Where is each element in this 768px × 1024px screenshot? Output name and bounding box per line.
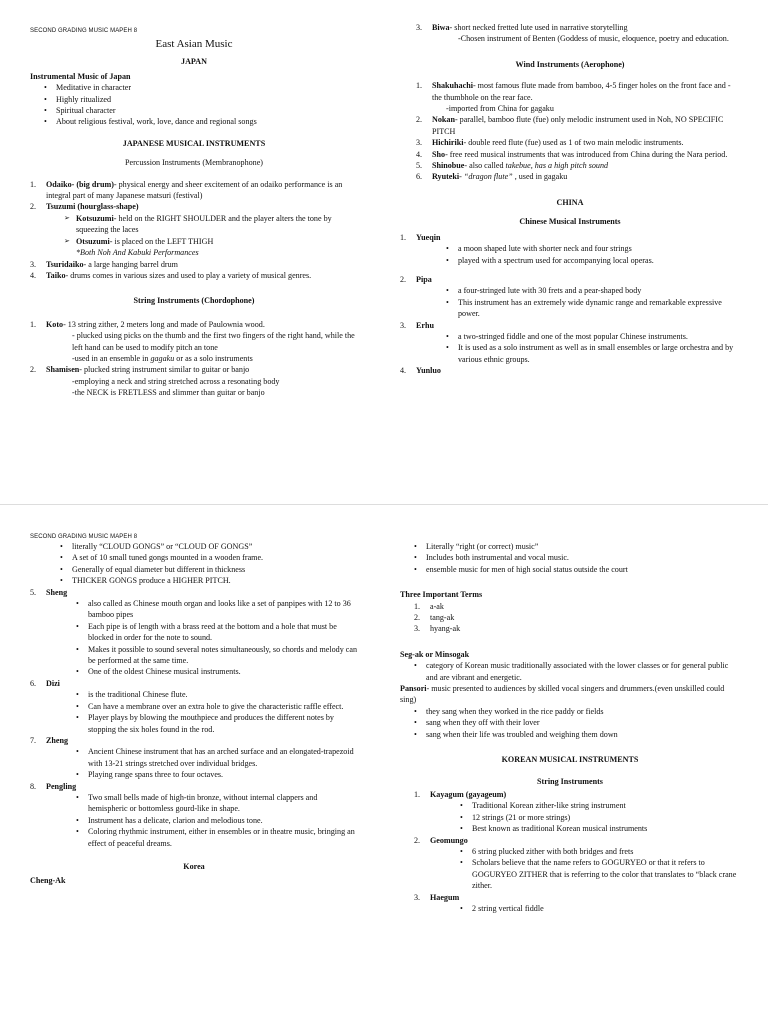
list-item: 2. Pipa • a four-stringed lute with 30 frets and a pear-shaped body • This instrument has an extremely wide dynamic range and remarkable expressive power.: [400, 274, 740, 320]
list-item: • a two-stringed fiddle and one of the most popular Chinese instruments.: [458, 331, 740, 342]
instrument-name: Kayagum (gayageum): [430, 789, 507, 799]
list-item: • Includes both instrumental and vocal music.: [426, 552, 740, 563]
instrument-name: Dizi: [46, 678, 60, 688]
list-item: 7. Zheng • Ancient Chinese instrument that has an arched surface and an elongated-trapezoid with 13-21 strings stretched over individual bridges. • Playing range spans three to four octaves.: [30, 735, 358, 781]
instrument-name: Pipa: [416, 274, 432, 284]
list-item: • About religious festival, work, love, dance and regional songs: [56, 116, 358, 127]
instrument-name: Tsuzumi (hourglass-shape): [46, 202, 139, 212]
japanese-instruments-heading: JAPANESE MUSICAL INSTRUMENTS: [122, 138, 266, 148]
list-item: • they sang when they worked in the rice paddy or fields: [426, 706, 740, 717]
page2-left-column: [30, 541, 358, 887]
list-item: • A set of 10 small tuned gongs mounted in a wooden frame.: [72, 552, 358, 563]
list-item: 2. Shamisen- plucked string instrument similar to guitar or banjo -employing a neck and string stretched across a resonating body -the NECK is FRETLESS and slimmer than guitar or banjo: [30, 365, 280, 398]
page-1: [0, 22, 768, 512]
list-item: • a moon shaped lute with shorter neck and four strings: [458, 243, 740, 254]
list-item: • It is used as a solo instrument as well as in small ensembles or large orchestra and by various ethnic groups.: [458, 342, 740, 365]
list-item: • ensemble music for men of high social status outside the court: [426, 564, 740, 575]
seg-ak-heading: Seg-ak or Minsogak: [400, 649, 470, 659]
instrument-name: Hichiriki: [432, 138, 464, 148]
instrument-name: Koto: [46, 319, 64, 329]
terms-list: [400, 601, 740, 635]
page1-left-column: [30, 22, 358, 399]
list-item: 2. Geomungo • 6 string plucked zither with both bridges and frets • Scholars believe that the name refers to GOGURYEO or that it refers to GOGURYEO ZITHER that is referring to the color that translates to “black crane zither.: [414, 835, 740, 892]
list-item: 6. Ryuteki- “dragon flute” , used in gagaku: [416, 172, 568, 182]
instrument-name: Odaiko- (big drum): [46, 179, 114, 189]
list-item: • sang when their life was troubled and weighing them down: [426, 729, 740, 740]
page1-right-column: [400, 22, 740, 377]
list-item: • Instrument has a delicate, clarion and melodious tone.: [88, 815, 358, 826]
list-item: • Spiritual character: [56, 105, 358, 116]
yunluo-points: [30, 541, 358, 587]
wind-instruments-heading: Wind Instruments (Aerophone): [515, 59, 625, 69]
country-heading-japan: JAPAN: [181, 57, 207, 67]
list-item: • Generally of equal diameter but different in thickness: [72, 564, 358, 575]
list-item: 2. Nokan- parallel, bamboo flute (fue) only melodic instrument used in Noh, NO SPECIFIC PITCH: [416, 115, 724, 136]
document-title: East Asian Music: [155, 38, 233, 50]
list-item: • Scholars believe that the name refers to GOGURYEO or that it refers to GOGURYEO ZITHER that is referring to the color that translates to “black crane zither.: [472, 857, 740, 891]
string-list-continued: [400, 22, 740, 45]
list-item: • Makes it possible to sound several notes simultaneously, so chords and melody can be performed at the same time.: [88, 644, 358, 667]
list-item: • Literally “right (or correct) music”: [426, 541, 740, 552]
pansori-definition: Pansori- music presented to audiences by skilled vocal singers and drummers.(even unskilled could sing): [400, 684, 725, 705]
percussion-heading: Percussion Instruments (Membranophone): [124, 158, 264, 168]
list-item: 3. hyang-ak: [414, 624, 461, 634]
list-item: 1. Yueqin • a moon shaped lute with shorter neck and four strings • played with a spectrum used for accompanying local operas.: [400, 232, 740, 274]
list-item: • 2 string vertical fiddle: [472, 903, 740, 914]
list-item: • One of the oldest Chinese musical instruments.: [88, 666, 358, 677]
list-item: • category of Korean music traditionally associated with the lower classes or for general public and are vibrant and energetic.: [426, 660, 740, 683]
country-heading-korea: Korea: [183, 861, 205, 871]
page-2: [0, 528, 768, 1018]
japan-music-traits: [30, 82, 358, 128]
instrument-name: Sheng: [46, 587, 68, 597]
list-item: 4. Sho- free reed musical instruments that was introduced from China during the Nara period.: [416, 149, 728, 159]
list-item: • Ancient Chinese instrument that has an arched surface and an elongated-trapezoid with 13-21 strings stretched over individual bridges.: [88, 746, 358, 769]
instrument-name: Pengling: [46, 781, 77, 791]
chinese-list: [400, 232, 740, 377]
list-item: 5. Sheng • also called as Chinese mouth organ and looks like a set of panpipes with 12 to 36 bamboo pipes • Each pipe is of length with a brass reed at the bottom and a hole that must be blocked in order for the note to sound. • Makes it possible to sound several notes simultaneously, so chords and melody can be performed at the same time. • One of the oldest Chinese musical instruments.: [30, 587, 358, 678]
list-item: 4. Yunluo: [400, 366, 441, 376]
korean-string-list: [400, 789, 740, 914]
list-item: 2. tang-ak: [414, 613, 455, 623]
instrument-name: Shamisen: [46, 365, 80, 375]
instrument-name: Erhu: [416, 320, 434, 330]
list-item: 1. a-ak: [414, 601, 444, 611]
list-item: • Two small bells made of high-tin bronze, without internal clappers and hemispheric or bottomless gourd-like in shape.: [88, 792, 358, 815]
list-item: 3. Tsuridaiko- a large hanging barrel drum: [30, 259, 178, 269]
list-item: • Best known as traditional Korean musical instruments: [472, 823, 740, 834]
seg-ak-points: [400, 660, 740, 683]
tsuzumi-types: [46, 213, 358, 259]
list-item: 1. Shakuhachi- most famous flute made from bamboo, 4-5 finger holes on the front face and -the thumbhole on the rear face. -imported from China for gagaku: [416, 81, 731, 114]
list-item: 1. Koto- 13 string zither, 2 meters long and made of Paulownia wood. - plucked using picks on the thumb and the first two fingers of the right hand, while the left hand can be used to modify pitch an tone -used in an ensemble in gagaku or as a solo instruments: [30, 319, 355, 363]
list-item: 5. Shinobue- also called takebue, has a high pitch sound: [416, 161, 609, 171]
list-item: 1. Kayagum (gayageum) • Traditional Korean zither-like string instrument • 12 strings (21 or more strings) • Best known as traditional Korean musical instruments: [414, 789, 740, 835]
chinese-list-continued: [30, 587, 358, 849]
list-item: 3. Hichiriki- double reed flute (fue) used as 1 of two main melodic instruments.: [416, 138, 684, 148]
cheng-ak-points: [400, 541, 740, 575]
instrument-name: Yueqin: [416, 232, 441, 242]
percussion-list: [30, 179, 358, 282]
list-item: 3. Erhu • a two-stringed fiddle and one of the most popular Chinese instruments. • It is used as a solo instrument as well as in small ensembles or large orchestra and by various ethnic groups.: [400, 320, 740, 366]
instrument-name: Ryuteki: [432, 172, 460, 182]
list-item: • Meditative in character: [56, 82, 358, 93]
instrument-name: Taiko: [46, 270, 66, 280]
instrument-name: Geomungo: [430, 835, 468, 845]
string-list: [30, 319, 358, 399]
country-heading-china: CHINA: [556, 197, 584, 207]
list-item: • Player plays by blowing the mouthpiece and produces the different notes by stopping the six holes found in the rod.: [88, 712, 358, 735]
list-item: 6. Dizi • is the traditional Chinese flute. • Can have a membrane over an extra hole to give the characteristic raffle effect. • Player plays by blowing the mouthpiece and produces the different notes by stopping the six holes found in the rod.: [30, 678, 358, 735]
instrument-name: Sho: [432, 149, 446, 159]
list-item: • a four-stringed lute with 30 frets and a pear-shaped body: [458, 285, 740, 296]
list-item: 2. Tsuzumi (hourglass-shape) ➢ Kotsuzumi- held on the RIGHT SHOULDER and the player alters the tone by squeezing the laces ➢ Otsuzumi- is placed on the LEFT THIGH *Both Noh And Kabuki Performances: [30, 201, 358, 258]
list-item: • THICKER GONGS produce a HIGHER PITCH.: [72, 575, 358, 586]
list-item: • Each pipe is of length with a brass reed at the bottom and a hole that must be blocked in order for the note to sound.: [88, 621, 358, 644]
chinese-instruments-heading: Chinese Musical Instruments: [519, 217, 621, 227]
instrument-name: Zheng: [46, 735, 69, 745]
list-item: • Can have a membrane over an extra hole to give the characteristic raffle effect.: [88, 701, 358, 712]
list-item: • Playing range spans three to four octaves.: [88, 769, 358, 780]
list-item: 8. Pengling • Two small bells made of high-tin bronze, without internal clappers and hemispheric or bottomless gourd-like in shape. • Instrument has a delicate, clarion and melodious tone. • Coloring rhythmic instrument, either in ensembles or in theatre music, bringing an effect of peaceful dreams.: [30, 781, 358, 849]
wind-list: [400, 80, 740, 183]
list-item: • literally “CLOUD GONGS” or “CLOUD OF GONGS”: [72, 541, 358, 552]
three-terms-heading: Three Important Terms: [400, 590, 483, 600]
instrument-name: Tsuridaiko: [46, 259, 84, 269]
instrument-name: Shinobue: [432, 161, 465, 171]
list-item: • 12 strings (21 or more strings): [472, 812, 740, 823]
list-item: • Coloring rhythmic instrument, either in ensembles or in theatre music, bringing an effect of peaceful dreams.: [88, 826, 358, 849]
list-item: • sang when they off with their lover: [426, 717, 740, 728]
instrument-name: Biwa: [432, 23, 450, 32]
cheng-ak-heading: Cheng-Ak: [30, 876, 66, 886]
korean-string-heading: String Instruments: [537, 776, 603, 786]
list-item: 3. Biwa- short necked fretted lute used in narrative storytelling -Chosen instrument of Benten (Goddess of music, eloquence, poetry and education.: [416, 23, 729, 44]
note: *Both Noh And Kabuki Performances: [76, 248, 199, 258]
page-divider: [0, 504, 768, 505]
list-item: ➢ Kotsuzumi- held on the RIGHT SHOULDER and the player alters the tone by squeezing the laces: [64, 213, 358, 236]
list-item: • played with a spectrum used for accompanying local operas.: [458, 255, 740, 266]
instrument-name: Yunluo: [416, 366, 441, 376]
list-item: • 6 string plucked zither with both bridges and frets: [472, 846, 740, 857]
list-item: 3. Haegum • 2 string vertical fiddle: [414, 892, 740, 915]
list-item: 1. Odaiko- (big drum)- physical energy and sheer excitement of an odaiko performance is an integral part of many Japanese matsuri (festival): [30, 179, 343, 201]
page-header: SECOND GRADING MUSIC MAPEH 8: [30, 534, 138, 540]
page2-right-column: [400, 541, 740, 914]
page-header: SECOND GRADING MUSIC MAPEH 8: [30, 28, 138, 34]
instrument-name: Haegum: [430, 892, 460, 902]
list-item: 4. Taiko- drums comes in various sizes and used to play a variety of musical genres.: [30, 270, 312, 280]
instrument-name: Shakuhachi: [432, 81, 473, 91]
list-item: ➢ Otsuzumi- is placed on the LEFT THIGH *Both Noh And Kabuki Performances: [64, 236, 358, 259]
list-item: • This instrument has an extremely wide dynamic range and remarkable expressive power.: [458, 297, 740, 320]
string-instruments-heading: String Instruments (Chordophone): [133, 296, 255, 306]
instrument-name: Nokan: [432, 115, 455, 125]
list-item: • also called as Chinese mouth organ and looks like a set of panpipes with 12 to 36 bamboo pipes: [88, 598, 358, 621]
instrumental-music-heading: Instrumental Music of Japan: [30, 71, 131, 81]
list-item: • Traditional Korean zither-like string instrument: [472, 800, 740, 811]
pansori-points: [400, 706, 740, 740]
list-item: • Highly ritualized: [56, 94, 358, 105]
korean-instruments-heading: KOREAN MUSICAL INSTRUMENTS: [501, 755, 639, 765]
list-item: • is the traditional Chinese flute.: [88, 689, 358, 700]
